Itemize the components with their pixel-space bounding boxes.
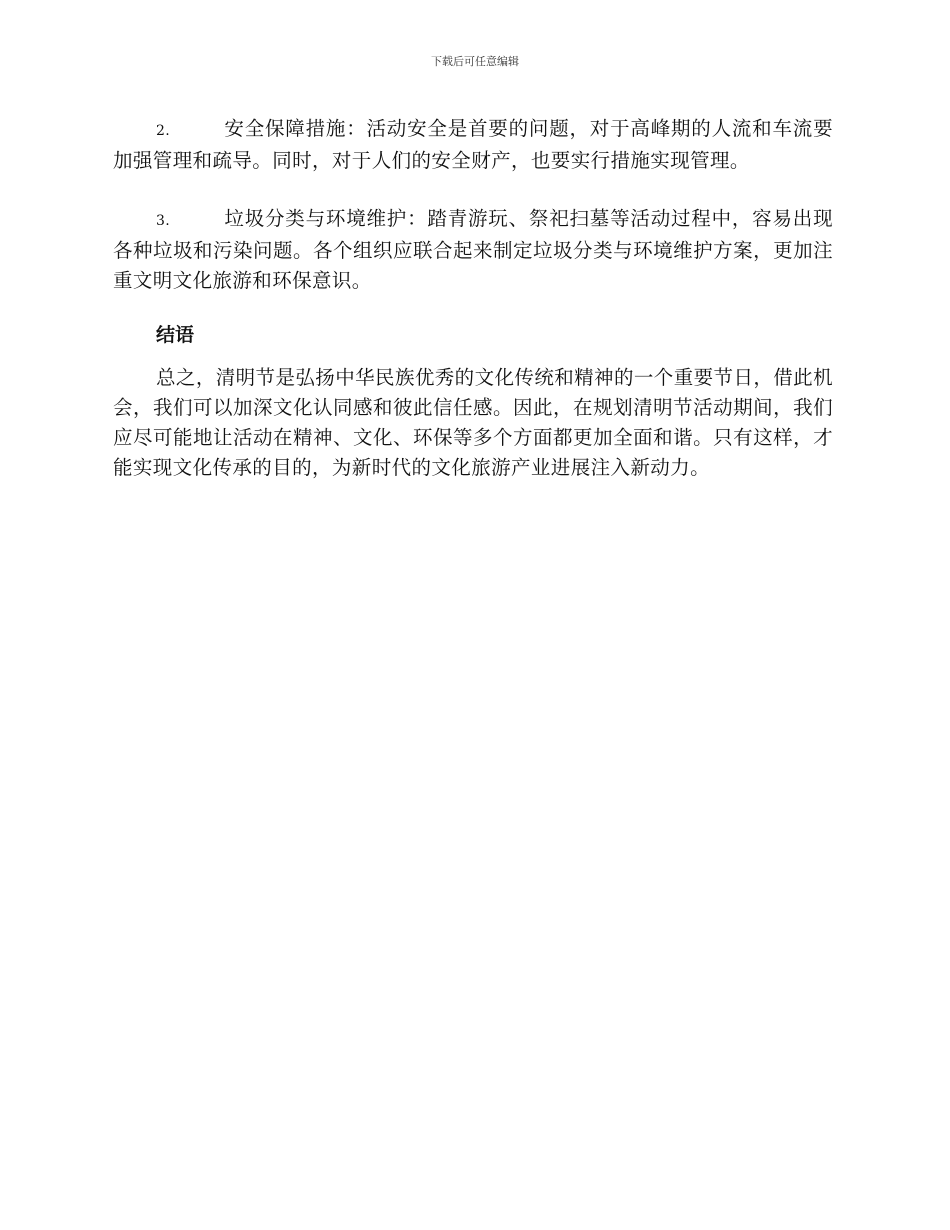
list-item-environment	[113, 204, 833, 296]
list-item-safety	[113, 114, 833, 176]
list-item-text: 安全保障措施：活动安全是首要的问题，对于高峰期的人流和车流要加强管理和疏导。同时，对于人们的安全财产，也要实行措施实现管理。	[113, 117, 833, 172]
conclusion-paragraph: 总之，清明节是弘扬中华民族优秀的文化传统和精神的一个重要节日，借此机会，我们可以加深文化认同感和彼此信任感。因此，在规划清明节活动期间，我们应尽可能地让活动在精神、文化、环保等多个方面都更加全面和谐。只有这样，才能实现文化传承的目的，为新时代的文化旅游产业进展注入新动力。	[113, 366, 833, 479]
list-item-number: 2.	[156, 123, 171, 139]
document-body	[113, 114, 833, 483]
list-item-text: 垃圾分类与环境维护：踏青游玩、祭祀扫墓等活动过程中，容易出现各种垃圾和污染问题。各个组织应联合起来制定垃圾分类与环境维护方案，更加注重文明文化旅游和环保意识。	[113, 207, 833, 292]
list-item-number: 3.	[156, 213, 171, 229]
conclusion-heading: 结语	[156, 324, 195, 346]
page-header: 下载后可任意编辑	[431, 55, 519, 68]
